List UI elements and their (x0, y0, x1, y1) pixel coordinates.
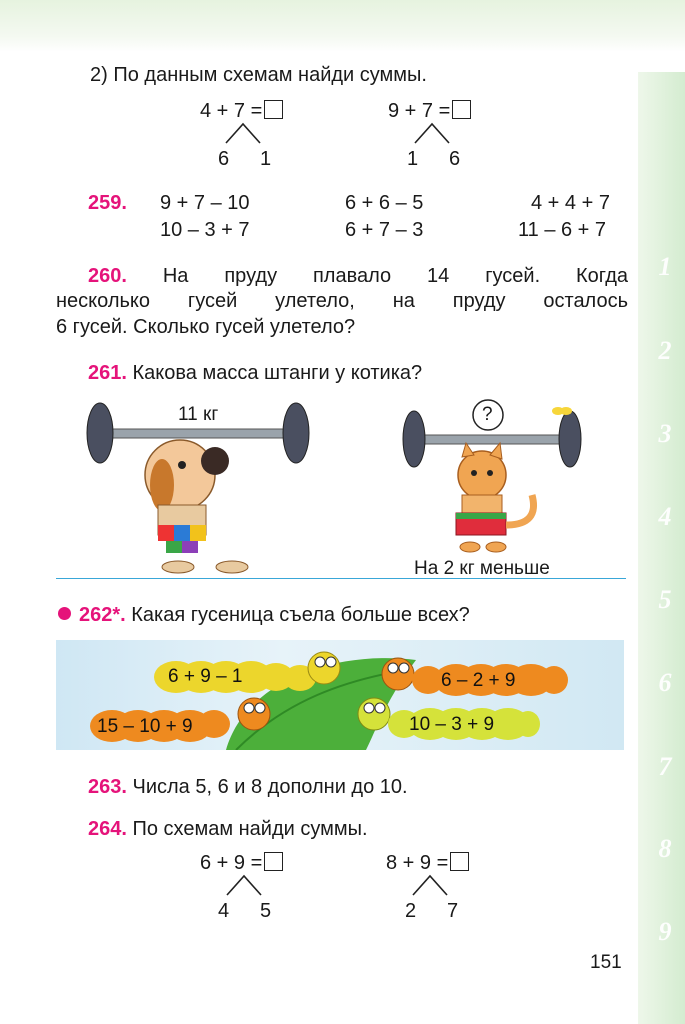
caterpillar-2-label: 6 – 2 + 9 (441, 670, 516, 691)
answer-box[interactable] (264, 852, 283, 871)
scheme-3 (200, 852, 283, 875)
sidebar-tab-6: 6 (658, 668, 672, 697)
scheme-expr: 9 + 7 = (388, 100, 451, 122)
word-problem-line: 6 гусей. Сколько гусей улетело? (56, 316, 356, 338)
scheme-part: 5 (260, 900, 272, 922)
question-mark: ? (482, 404, 493, 425)
scheme-part: 1 (260, 148, 272, 170)
sidebar-tab-7: 7 (658, 752, 672, 781)
cat-weight-label: На 2 кг меньше (414, 558, 550, 579)
exercise-text: Какова масса штанги у котика? (132, 362, 423, 384)
sidebar-tab-5: 5 (658, 585, 672, 614)
scheme-part: 1 (407, 148, 419, 170)
exercise-number: 261. (88, 362, 127, 384)
expression: 11 – 6 + 7 (518, 219, 607, 241)
exercise-number: 262*. (79, 604, 126, 626)
scheme-part: 4 (218, 900, 230, 922)
scheme-part: 6 (218, 148, 230, 170)
task-2-text: 2) По данным схемам найди суммы. (90, 64, 427, 86)
sidebar-tab-1: 1 (658, 252, 672, 281)
bullet-dot-icon (58, 607, 71, 620)
dog-character (145, 440, 248, 573)
exercise-number: 260. (88, 265, 127, 287)
scheme-part: 2 (405, 900, 417, 922)
sidebar-tab-3: 3 (658, 419, 672, 448)
expression: 6 + 6 – 5 (345, 192, 424, 214)
weightlifting-illustration (70, 395, 610, 580)
expression: 4 + 4 + 7 (531, 192, 610, 214)
page-number: 151 (590, 952, 622, 973)
word-problem-line: несколько гусей улетело, на пруду осталось (56, 290, 628, 312)
word-problem-line (56, 265, 628, 288)
answer-box[interactable] (450, 852, 469, 871)
sidebar-tab-9: 9 (658, 917, 672, 946)
expression: 10 – 3 + 7 (160, 219, 250, 241)
dog-weight-label: 11 кг (178, 404, 219, 425)
butterfly-icon (552, 407, 572, 415)
scheme-4 (386, 852, 469, 875)
scheme-expr: 8 + 9 = (386, 852, 449, 874)
scheme-expr: 6 + 9 = (200, 852, 263, 874)
exercise-261 (88, 362, 422, 385)
exercise-text: По схемам найди суммы. (132, 818, 368, 840)
exercise-number: 264. (88, 818, 127, 840)
caterpillar-3-label: 15 – 10 + 9 (97, 716, 193, 737)
scheme-expr: 4 + 7 = (200, 100, 263, 122)
exercise-262 (58, 604, 470, 627)
exercise-text: Числа 5, 6 и 8 дополни до 10. (132, 776, 408, 798)
exercise-264 (88, 818, 368, 841)
sidebar-tab-4: 4 (658, 502, 672, 531)
expression: 9 + 7 – 10 (160, 192, 250, 214)
section-divider (56, 578, 626, 579)
scheme-part: 7 (447, 900, 459, 922)
scheme-part: 6 (449, 148, 461, 170)
exercise-text: Какая гусеница съела больше всех? (131, 604, 470, 626)
expression: 6 + 7 – 3 (345, 219, 424, 241)
exercise-number: 263. (88, 776, 127, 798)
sidebar-tab-2: 2 (658, 336, 672, 365)
sidebar-tab-8: 8 (658, 834, 672, 863)
cat-character (456, 443, 534, 552)
problem-text: На пруду плавало 14 гусей. Когда (162, 265, 628, 287)
caterpillar-4-label: 10 – 3 + 9 (409, 714, 495, 735)
exercise-number: 259. (88, 192, 127, 214)
exercise-263 (88, 776, 408, 799)
caterpillar-1-label: 6 + 9 – 1 (168, 666, 243, 687)
